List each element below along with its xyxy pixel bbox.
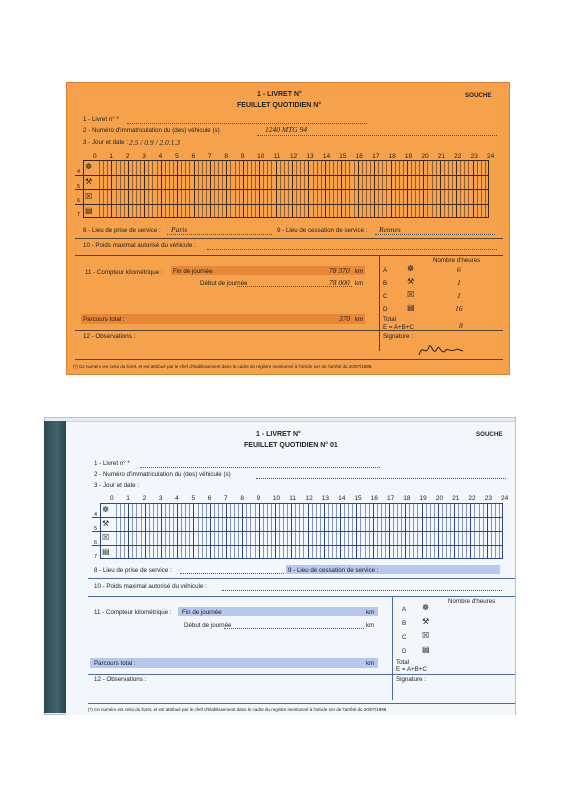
steering-wheel-icon: ☸ [102,505,110,514]
fin-value: 78 370 [329,266,350,275]
steering-wheel-icon: ☸ [85,162,93,171]
hour-label: 21 [452,495,460,502]
hour-label: 4 [175,495,179,502]
souche-label: SOUCHE [465,92,492,99]
hour-label: 14 [338,495,346,502]
hour-label: 9 [256,495,261,502]
hour-label: 6 [207,495,212,502]
bed-icon: ▤ [102,547,110,556]
pad-spine [44,421,66,713]
hour-label: 14 [322,153,331,160]
hour-label: 8 [240,495,244,502]
hour-label: 2 [142,495,147,502]
signature-label: Signature : [383,333,413,340]
bed-icon: ▤ [422,645,430,654]
hour-label: 13 [306,153,314,160]
cessation-field[interactable] [375,234,495,235]
hour-label: 17 [372,153,380,160]
immat-value: 1240 MTG 94 [265,125,308,134]
hour-label: 5 [175,153,179,160]
hour-label: 0 [110,495,114,502]
prise-field[interactable] [167,234,272,235]
immat-label: 2 - Numéro d'immatriculation du (des) véhicule (s) [83,127,220,134]
hour-label: 11 [273,153,281,160]
cessation-label: 9 - Lieu de cessation de service : [288,567,379,574]
souche-label: SOUCHE [476,431,503,438]
obs-label: 12 - Observations : [83,333,136,340]
row-number: 6 [94,540,98,546]
hour-label: 15 [354,495,362,502]
grid-row-line [92,517,503,518]
hour-label: 20 [421,153,429,160]
km-unit: km [366,622,375,629]
poids-field[interactable] [222,590,502,591]
prise-label: 8 - Lieu de prise de service : [83,227,161,234]
hour-label: 18 [388,153,396,160]
steering-wheel-icon: ☸ [407,264,415,273]
immat-field[interactable] [256,478,506,479]
hour-label: 7 [224,495,228,502]
hour-label: 4 [158,153,163,160]
blue-feuillet [66,421,515,715]
row-number: 7 [94,554,98,560]
hour-label: 6 [191,153,196,160]
immat-field[interactable] [257,135,497,136]
grid-row-line [75,175,489,176]
total-label: Total [383,316,397,323]
hour-label: 16 [355,153,363,160]
letter-b: B [402,620,407,627]
poids-label: 10 - Poids maximal autorisé du véhicule : [83,242,196,249]
hour-label: 18 [403,495,411,502]
parcours-value: 370 [339,314,351,323]
hour-label: 9 [240,153,245,160]
heures-a: 6 [457,265,461,274]
hour-label: 19 [419,495,427,502]
km-unit: km [366,660,375,667]
hour-label: 23 [470,153,478,160]
hour-label: 2 [125,153,130,160]
hour-label: 12 [290,153,298,160]
fin-label: Fin de journée [182,609,222,616]
footnote: (*) Ce numéro est celui du livret, et est attribué par le chef d'établissement dans le cadre du registre mentionné à l'article 1er de l'arrêté du 20/07/1998. [73,364,373,369]
grid-row-line [75,189,489,190]
hour-label: 17 [386,495,395,502]
orange-feuillet [66,82,510,375]
hammer-wrench-icon: ⚒ [85,177,93,186]
total-value: 8 [459,321,463,330]
livret-title: 1 - LIVRET N° [256,431,301,438]
km-unit: km [366,609,375,616]
livret-label: 1 - Livret n° * [83,116,119,123]
compteur-label: 11 - Compteur kilométrique : [85,269,163,276]
row-number: 5 [94,526,98,532]
signature-label: Signature : [396,676,426,683]
steering-wheel-icon: ☸ [422,603,430,612]
hammer-wrench-icon: ⚒ [422,617,430,626]
km-unit: km [355,268,364,275]
crossed-box-icon: ☒ [102,533,110,542]
cessation-value: Rennes [379,225,401,234]
signature-scribble [417,339,465,359]
hour-label: 1 [109,153,114,160]
crossed-box-icon: ☒ [85,192,93,201]
total-formula: E = A+B+C [396,666,427,673]
heures-header: Nombre d'heures [448,598,496,605]
letter-c: C [383,293,388,300]
debut-value: 78 000 [329,278,350,287]
hour-label: 13 [321,495,330,502]
crossed-box-icon: ☒ [407,290,415,299]
livret-label: 1 - Livret n° * [94,460,130,467]
hour-label: 23 [484,495,492,502]
hour-label: 20 [435,495,444,502]
hour-label: 7 [207,153,212,160]
row-number: 7 [77,212,81,218]
hour-label: 24 [501,495,509,502]
livret-field[interactable] [140,467,380,468]
date-label: 3 - Jour et date : [83,139,129,146]
hammer-wrench-icon: ⚒ [407,277,415,286]
prise-label: 8 - Lieu de prise de service : [94,567,172,574]
hammer-wrench-icon: ⚒ [102,519,110,528]
hour-label: 8 [224,153,228,160]
hour-label: 24 [487,153,495,160]
heures-b: 1 [457,278,461,287]
footnote: (*) Ce numéro est celui du livret, et est attribué par le chef d'établissement dans le cadre du registre mentionné à l'article 1er de l'arrêté du 20/07/1998. [88,707,388,712]
heures-d: 16 [455,304,463,313]
letter-a: A [402,606,407,613]
letter-c: C [402,634,407,641]
compteur-label: 11 - Compteur kilométrique : [94,609,172,616]
total-formula: E = A+B+C [383,324,414,331]
parcours-label: Parcours total : [94,660,136,667]
hour-label: 3 [158,495,163,502]
hour-label: 22 [468,495,476,502]
grid-row-line [92,545,503,546]
total-label: Total [396,659,410,666]
row-number: 6 [77,198,81,204]
hour-label: 11 [289,495,296,502]
hour-label: 10 [257,153,265,160]
crossed-box-icon: ☒ [422,631,430,640]
bed-icon: ▤ [407,303,415,312]
immat-label: 2 - Numéro d'immatriculation du (des) véhicule (s) [94,471,231,478]
heures-c: 1 [457,291,461,300]
hour-label: 19 [404,153,413,160]
grid-row-line [92,531,503,532]
letter-d: D [402,648,407,655]
livret-title: 1 - LIVRET N° [257,91,302,98]
feuillet-title: FEUILLET QUOTIDIEN N° [244,442,329,449]
letter-a: A [383,267,388,274]
hour-label: 21 [437,153,445,160]
date-value: 2.5 / 0.9 / 2.0.1.3 [129,138,181,147]
poids-label: 10 - Poids maximal autorisé du véhicule : [94,583,207,590]
row-number: 4 [77,169,81,175]
letter-b: B [383,280,388,287]
hour-label: 3 [142,153,146,160]
bed-icon: ▤ [85,206,93,215]
hour-label: 5 [191,495,196,502]
hour-label: 12 [305,495,313,502]
grid-row-line [75,204,489,205]
hour-label: 22 [454,153,462,160]
debut-label: Début de journée [184,622,232,629]
hour-label: 16 [370,495,378,502]
hour-label: 1 [126,495,130,502]
feuillet-number: 01 [330,442,338,449]
letter-d: D [383,306,388,313]
hour-label: 0 [93,153,97,160]
row-number: 4 [94,512,98,518]
feuillet-title: FEUILLET QUOTIDIEN N° [237,102,322,109]
heures-header: Nombre d'heures [433,257,481,264]
fin-label: Fin de journée [173,268,213,275]
hour-label: 10 [272,495,281,502]
row-number: 5 [77,184,81,190]
prise-value: Paris [171,225,188,234]
obs-label: 12 - Observations : [94,676,147,683]
parcours-label: Parcours total : [83,316,125,323]
livret-field[interactable] [127,123,367,124]
date-label: 3 - Jour et date : [94,482,140,489]
poids-field[interactable] [207,249,497,250]
debut-label: Début de journée [200,280,248,287]
hour-label: 15 [339,153,347,160]
km-unit: km [355,316,364,323]
cessation-label: 9 - Lieu de cessation de service : [277,227,368,234]
km-unit: km [355,280,364,287]
prise-field[interactable] [180,573,284,574]
